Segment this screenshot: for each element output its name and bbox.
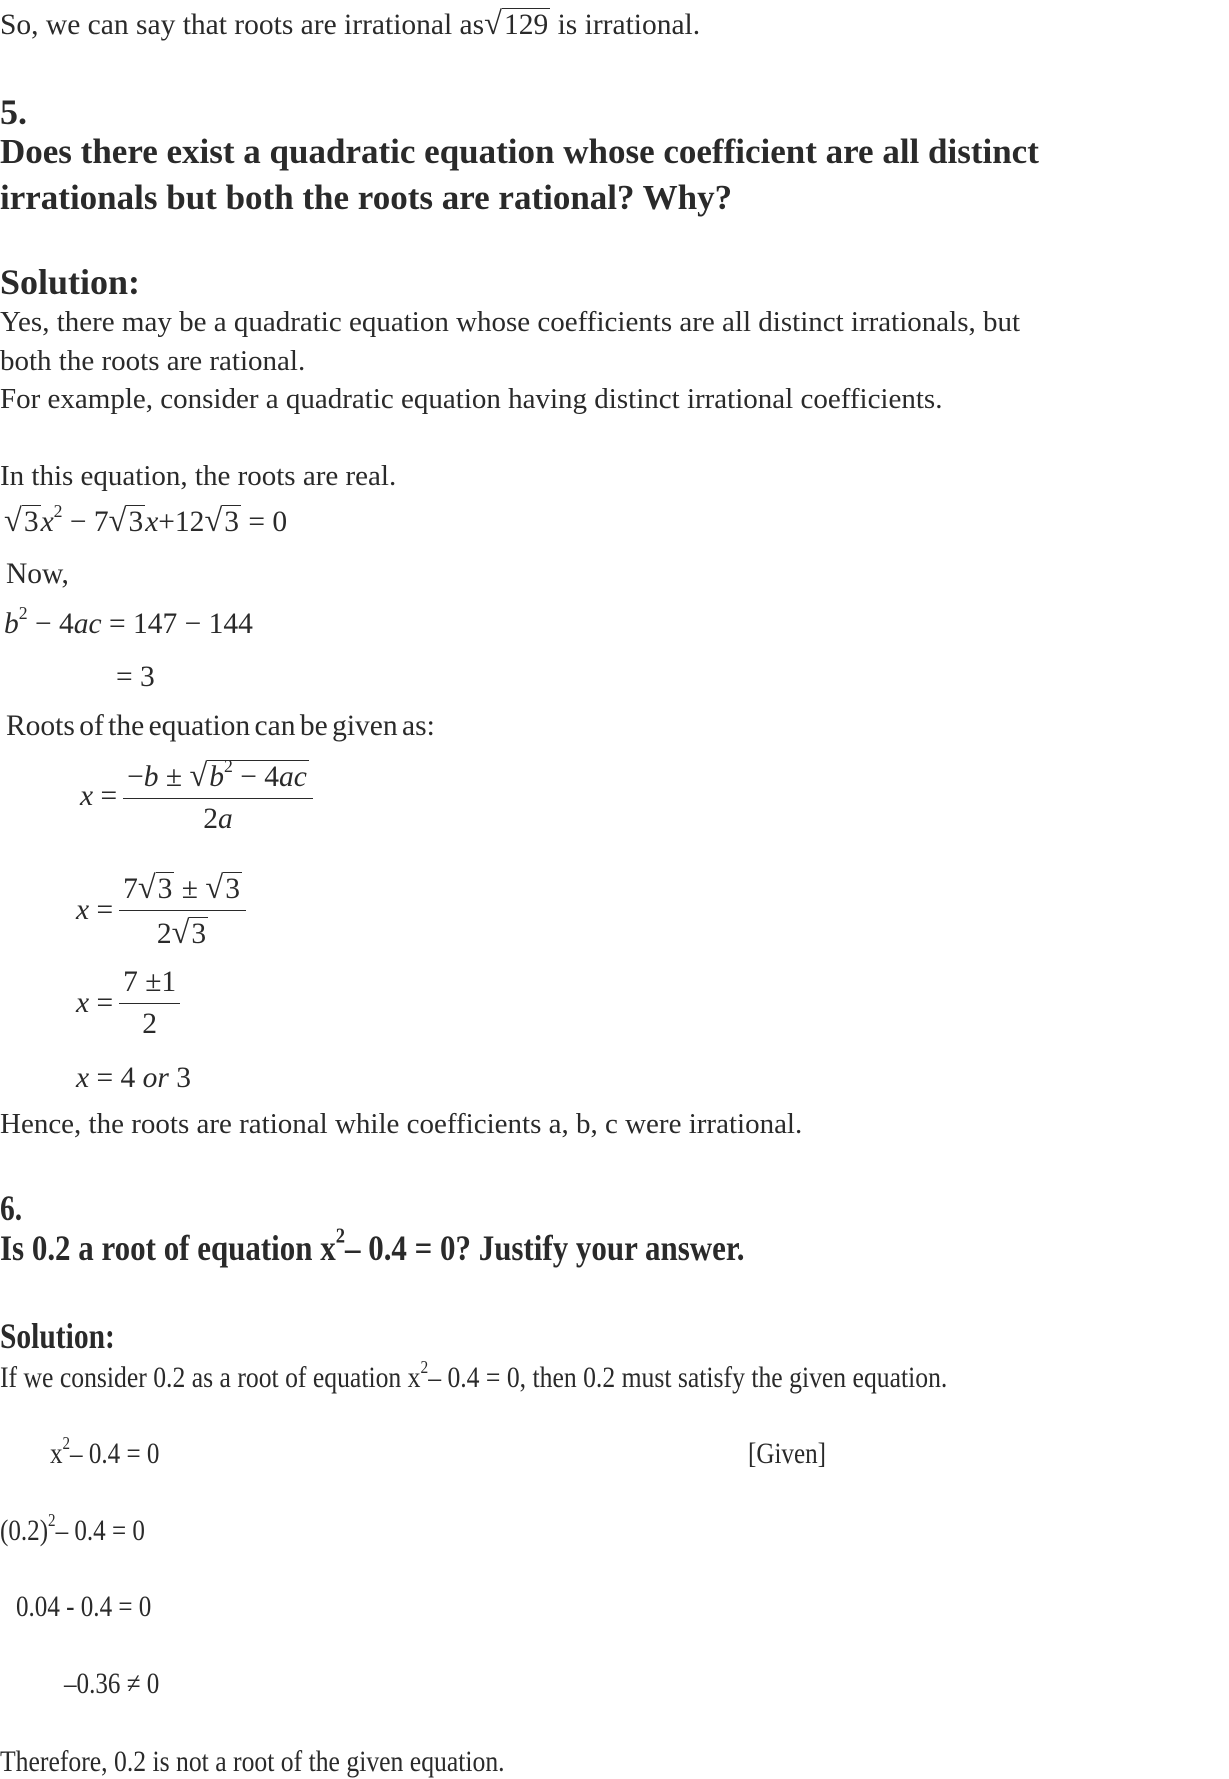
text: – 0.4 = 0 [70, 1438, 160, 1470]
sqrt-129: √129 [484, 6, 549, 42]
var: ac [279, 761, 307, 793]
radicand: 3 [128, 506, 144, 538]
term: = 4 [89, 1062, 143, 1094]
term: = 147 − 144 [101, 608, 253, 640]
radicand: 3 [224, 506, 239, 538]
var: x [80, 780, 94, 813]
term: 2 [203, 802, 218, 835]
q6-number: 6. [0, 1188, 23, 1228]
term: − 7 [62, 506, 109, 538]
var: x [76, 893, 90, 926]
eq: = [93, 780, 118, 813]
exp: 2 [53, 500, 63, 521]
exp: 2 [18, 602, 28, 623]
term: 3 [168, 1062, 191, 1094]
q5-solution-label: Solution: [0, 262, 141, 302]
text: – 0.4 = 0 [55, 1515, 145, 1547]
var: b [4, 608, 19, 640]
q6-step-1 [50, 1432, 160, 1470]
step-4 [76, 1064, 191, 1094]
q5-para2: For example, consider a quadratic equation having distinct irrational coefficients. [0, 383, 943, 415]
q5-equation: $√3x^2 - 7√3x+12√3 = 0$ [4, 500, 288, 539]
radicand: 3 [225, 873, 240, 905]
text: – 0.4 = 0? Justify your answer. [344, 1228, 745, 1268]
step-2: x = $\frac{7√3 \pm √3}{2√3}$ [76, 872, 246, 949]
step-3 [76, 968, 180, 1039]
var: a [217, 802, 233, 835]
term: ± [174, 873, 206, 905]
eq: = [89, 893, 114, 926]
numerator: 7 ±1 [119, 968, 180, 1004]
var: b [209, 761, 225, 793]
q6-step-3: 0.04 - 0.4 = 0 [16, 1591, 152, 1623]
discriminant [4, 602, 253, 640]
exp: 2 [62, 1432, 71, 1453]
term: 2 [156, 917, 172, 950]
denominator: 2 [142, 1007, 158, 1040]
term: − [127, 761, 144, 793]
term: − 4 [27, 608, 74, 640]
q6-step-2 [0, 1509, 145, 1547]
var: x [40, 506, 54, 538]
text: If we consider 0.2 as a root of equation x [0, 1362, 421, 1394]
eq: = [89, 986, 114, 1019]
quadratic-formula: x = $\frac{-b \pm √b^2 - 4ac}{2a}$ [80, 760, 313, 834]
q6-para [0, 1356, 948, 1394]
intro-text: So, we can say that roots are irrational as [0, 9, 485, 41]
term: 7 [123, 873, 138, 905]
or-word: or [142, 1062, 169, 1094]
radicand: 129 [503, 9, 549, 41]
radicand: 3 [191, 917, 207, 950]
text: – 0.4 = 0, then 0.2 must satisfy the given equation. [428, 1362, 948, 1394]
var: x [76, 986, 90, 1019]
term: +12 [158, 506, 205, 538]
var: x [76, 1062, 90, 1094]
exp: 2 [420, 1356, 429, 1377]
exp: 2 [224, 755, 233, 776]
q5-number: 5. [0, 92, 27, 132]
term: = 0 [241, 506, 288, 538]
exp: 2 [335, 1223, 345, 1248]
q5-para1-line1: Yes, there may be a quadratic equation whose coefficients are all distinct irrationals, but [0, 306, 1021, 338]
intro-line [0, 8, 700, 41]
q5-para3: In this equation, the roots are real. [0, 460, 397, 492]
exp: 2 [48, 1509, 56, 1530]
q6-solution-label: Solution: [0, 1316, 115, 1356]
discriminant-result: = 3 [116, 661, 155, 693]
text: x [50, 1438, 63, 1470]
intro-text-after: is irrational. [550, 9, 701, 41]
q5-title-line2: irrationals but both the roots are rational? Why? [0, 178, 733, 217]
var: b [143, 761, 159, 793]
q5-title-line1: Does there exist a quadratic equation whose coefficient are all distinct [0, 132, 1039, 171]
q6-title [0, 1223, 745, 1268]
radicand: 3 [157, 873, 173, 905]
roots-intro: Roots of the equation can be given as: [6, 710, 435, 742]
text: (0.2) [0, 1515, 49, 1547]
radicand: 3 [23, 506, 39, 538]
now-label: Now, [6, 558, 69, 590]
var: ac [73, 608, 102, 640]
term: ± [158, 761, 190, 793]
q6-conclusion: Therefore, 0.2 is not a root of the given equation. [0, 1746, 505, 1778]
text: Is 0.2 a root of equation x [0, 1228, 336, 1268]
given-label: [Given] [748, 1438, 826, 1470]
q5-para1-line2: both the roots are rational. [0, 345, 306, 377]
term: − 4 [232, 761, 279, 793]
var: x [145, 506, 159, 538]
q6-step-4: –0.36 ≠ 0 [64, 1668, 160, 1700]
q5-conclusion: Hence, the roots are rational while coefficients a, b, c were irrational. [0, 1108, 803, 1140]
